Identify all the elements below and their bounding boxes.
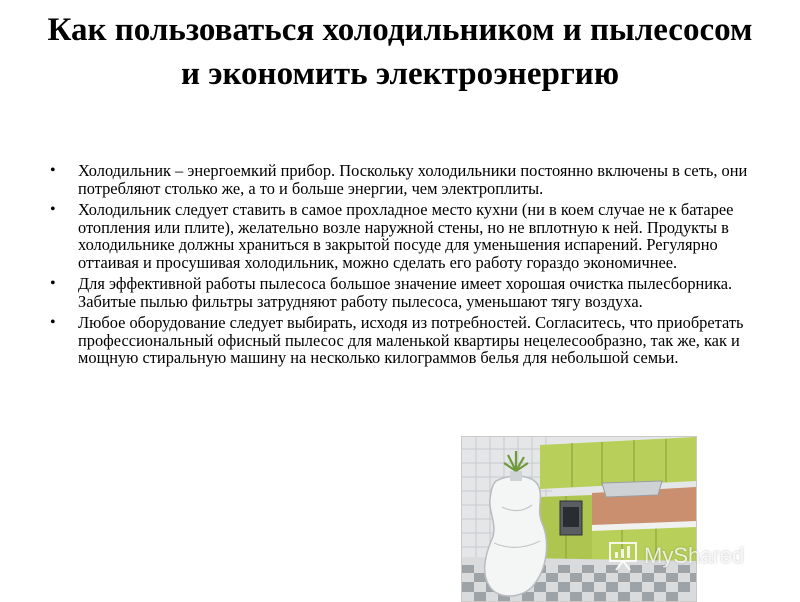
bullet-text: Любое оборудование следует выбирать, исходя из потребностей. Согласитесь, что приобретать профессиональный офисный пылесос для маленькой квартиры нецелесообразно, так же, как и мощную стиральную машину на несколько килограммов белья для небольшой семьи. (78, 313, 744, 367)
watermark-text: MyShared (644, 543, 745, 568)
bullet-marker: • (50, 275, 56, 292)
kitchen-photo (461, 436, 697, 602)
kitchen-illustration (462, 437, 696, 601)
bullet-text: Для эффективной работы пылесоса большое значение имеет хорошая очистка пылесборника. Забитые пылью фильтры затрудняют работу пылесоса, уменьшают тягу воздуха. (78, 274, 733, 311)
watermark (608, 536, 744, 576)
bullet-item (48, 162, 763, 197)
bullet-marker: • (50, 201, 56, 218)
bullet-list (48, 162, 763, 371)
bullet-item (48, 201, 763, 271)
bullet-text: Холодильник следует ставить в самое прохладное место кухни (ни в коем случае не к батарее отопления или плите), желательно возле наружной стены, но не вплотную к ней. Продукты в холодильнике должны храниться в закрытой посуде для уменьшения испарений. Регулярно оттаивая и просушивая холодильник, можно сделать его работу гораздо экономичнее. (78, 200, 734, 272)
bullet-marker: • (50, 162, 56, 179)
presentation-board-icon (608, 541, 638, 571)
bullet-item (48, 314, 763, 367)
bullet-item (48, 275, 763, 310)
bullet-text: Холодильник – энергоемкий прибор. Поскольку холодильники постоянно включены в сеть, они потребляют столько же, а то и больше энергии, чем электроплиты. (78, 161, 748, 198)
slide-title: Как пользоваться холодильником и пылесосом и экономить электроэнергию (47, 12, 753, 92)
bullet-marker: • (50, 314, 56, 331)
